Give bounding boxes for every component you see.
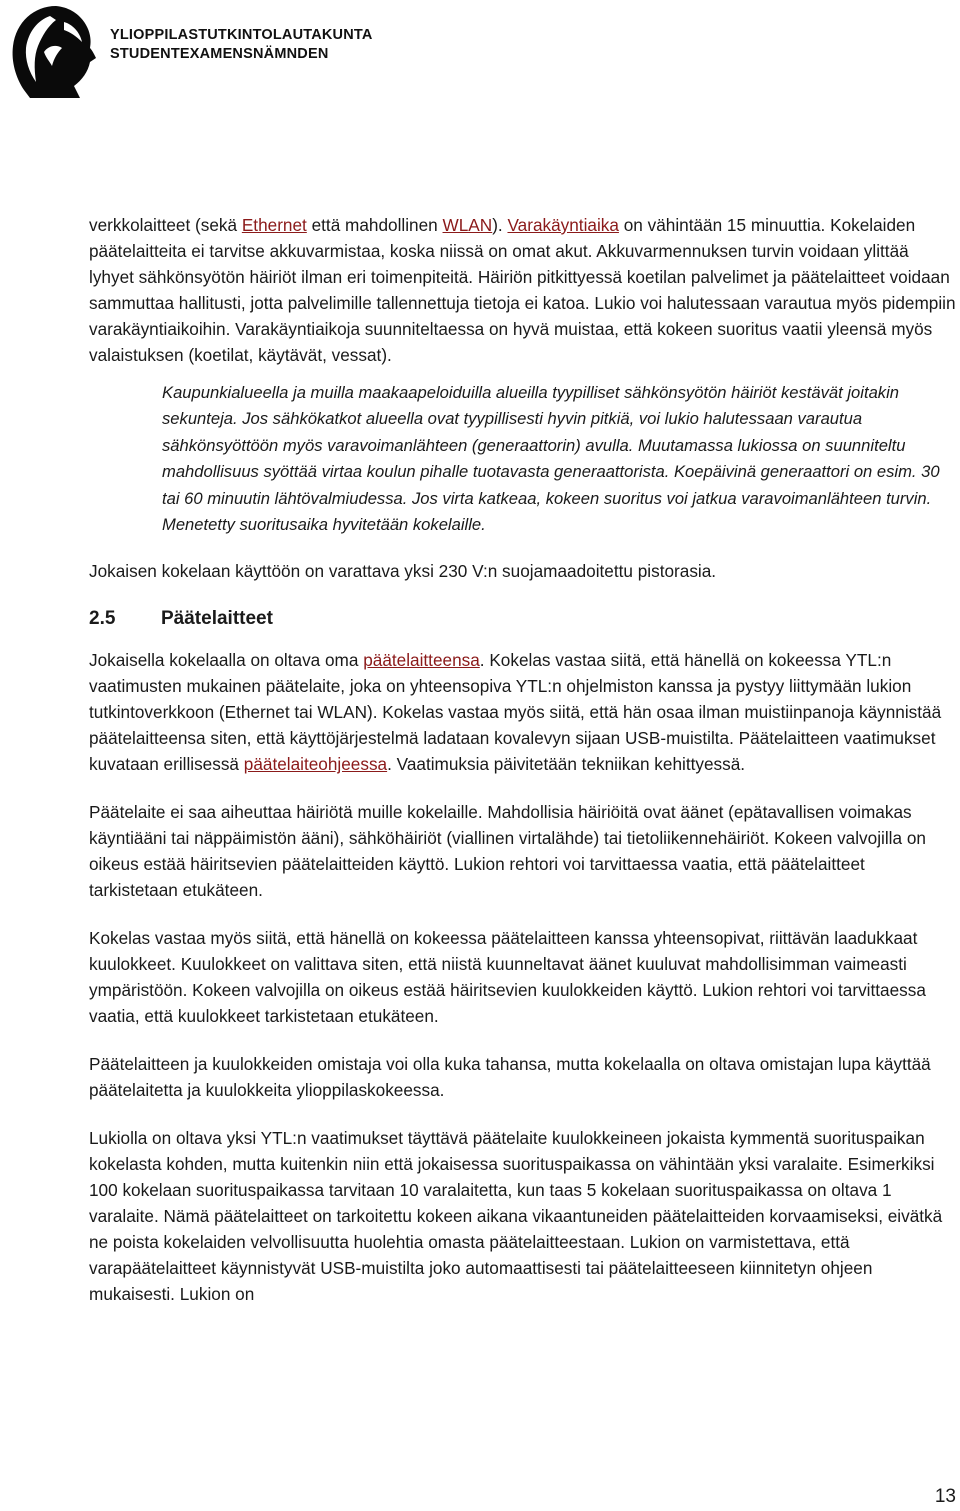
- section-number: 2.5: [89, 608, 116, 630]
- text-run: . Kokelas vastaa siitä, että hänellä on kokeessa YTL:n vaatimusten mukainen päätelaite, joka on yhteensopiva YTL:n ohjelmiston kanssa ja pystyy liittymään lukion tutkintoverkkoon (Ethernet tai WLAN). Kokelas vastaa myös siitä, että hän osaa ilman muistiinpanoja käynnistää päätelaitteensa siten, että käyttöjärjestelmä ladataan kovalevyn sijaan USB-muistilta. Päätelaitteen vaatimukset kuvataan erillisessä: [89, 650, 942, 775]
- link-paatelaiteohjeessa[interactable]: päätelaiteohjeessa: [243, 754, 388, 775]
- text-run: Jokaisella kokelaalla on oltava oma: [89, 650, 364, 671]
- text-run: . Vaatimuksia päivitetään tekniikan kehittyessä.: [387, 754, 746, 775]
- section-title: Päätelaitteet: [161, 608, 273, 630]
- document-body: [89, 212, 957, 1307]
- paragraph-varakayntiaika: [89, 212, 957, 368]
- link-wlan[interactable]: WLAN: [442, 215, 493, 235]
- org-name-line-1: YLIOPPILASTUTKINTOLAUTAKUNTA: [110, 27, 373, 43]
- organization-name: [110, 26, 373, 64]
- text-run: ).: [492, 215, 508, 235]
- org-name-line-2: STUDENTEXAMENSNÄMNDEN: [110, 46, 329, 62]
- paragraph-kuulokkeet: Kokelas vastaa myös siitä, että hänellä on kokeessa päätelaitteen kanssa yhteensopivat, riittävän laadukkaat kuulokkeet. Kuulokkeet on valittava siten, että niistä kuunneltavat äänet kuuluvat mahdollisimman vaimeasti ympäristöön. Kokeen valvojilla on oikeus estää häiritsevien kuulokkeiden käyttö. Lukion rehtori voi tarvittaessa vaatia, että kuulokkeet tarkistetaan etukäteen.: [89, 928, 926, 1027]
- helmeted-head-logo-icon: [4, 2, 100, 100]
- link-varakayntiaika[interactable]: Varakäyntiaika: [507, 215, 619, 235]
- page-header: [0, 0, 960, 90]
- paragraph-varalaitteet: Lukiolla on oltava yksi YTL:n vaatimukset täyttävä päätelaite kuulokkeineen jokaista kymmentä suorituspaikan kokelasta kohden, mutta kuitenkin niin että jokaisessa suorituspaikassa on vähintään yksi varalaite. Esimerkiksi 100 kokelaan suorituspaikassa tarvitaan 10 varalaitetta, kun taas 5 kokelaan suorituspaikassa on oltava 1 varalaite. Nämä päätelaitteet on tarkoitettu kokeen aikana vikaantuneiden päätelaitteiden korvaamiseksi, eivätkä ne poista kokelaiden velvollisuutta huolehtia omasta päätelaitteestaan. Lukion on varmistettava, että varapäätelaitteet käynnistyvät USB-muistilta joko automaattisesti tai päätelaitteeseen kiinnitetyn ohjeen mukaisesti. Lukion on: [89, 1128, 943, 1305]
- page-number: 13: [934, 1486, 956, 1507]
- text-run: on vähintään 15 minuuttia. Kokelaiden päätelaitteita ei tarvitse akkuvarmistaa, koska niissä on omat akut. Akkuvarmennuksen turvin voidaan ylittää lyhyet sähkönsyötön häiriöt ilman eri toimenpiteitä. Häiriön pitkittyessä koetilan palvelimet ja päätelaitteet voidaan sammuttaa hallitusti, jotta palvelimille tallennettuja tietoja ei katoa. Lukio voi halutessaan varautua myös pidempiin varakäyntiaikoihin. Varakäyntiaikoja suunniteltaessa on hyvä muistaa, että kokeen suoritus vaatii yleensä myös valaistuksen (koetilat, käytävät, vessat).: [89, 215, 956, 365]
- paragraph-omistaja: Päätelaitteen ja kuulokkeiden omistaja voi olla kuka tahansa, mutta kokelaalla on oltava omistajan lupa käyttää päätelaitetta ja kuulokkeita ylioppilaskokeessa.: [89, 1054, 931, 1101]
- link-ethernet[interactable]: Ethernet: [241, 215, 307, 235]
- paragraph-paatelaitteet: [89, 647, 957, 777]
- text-run: verkkolaitteet (sekä: [89, 215, 242, 235]
- text-run: että mahdollinen: [306, 215, 443, 235]
- link-paatelaitteensa[interactable]: päätelaitteensa: [363, 650, 480, 671]
- section-heading: [89, 606, 957, 632]
- note-generator: Kaupunkialueella ja muilla maakaapeloiduilla alueilla tyypilliset sähkönsyötön häiriöt kestävät joitakin sekunteja. Jos sähkökatkot alueella ovat tyypillisesti hyvin pitkiä, voi lukio halutessaan varautua sähkönsyöttöön myös varavoimanlähteen (generaattorin) avulla. Muutamassa lukiossa on suunniteltu mahdollisuus syöttää virtaa koulun pihalle tuotavasta generaattorista. Koepäivinä generaattori on esim. 30 tai 60 minuutin lähtövalmiudessa. Jos virta katkeaa, kokeen suoritus voi jatkua varavoimanlähteen turvin. Menetetty suoritusaika hyvitetään kokelaille.: [162, 383, 940, 535]
- paragraph-pistorasia: Jokaisen kokelaan käyttöön on varattava yksi 230 V:n suojamaadoitettu pistorasia.: [89, 561, 717, 582]
- paragraph-hairiot: Päätelaite ei saa aiheuttaa häiriötä muille kokelaille. Mahdollisia häiriöitä ovat äänet (epätavallisen voimakas käyntiääni tai näppäimistön ääni), sähköhäiriöt (viallinen virtalähde) tai tietoliikennehäiriöt. Kokeen valvojilla on oikeus estää häiritsevien päätelaitteiden käyttö. Lukion rehtori voi tarvittaessa vaatia, että päätelaitteet tarkistetaan etukäteen.: [89, 802, 926, 901]
